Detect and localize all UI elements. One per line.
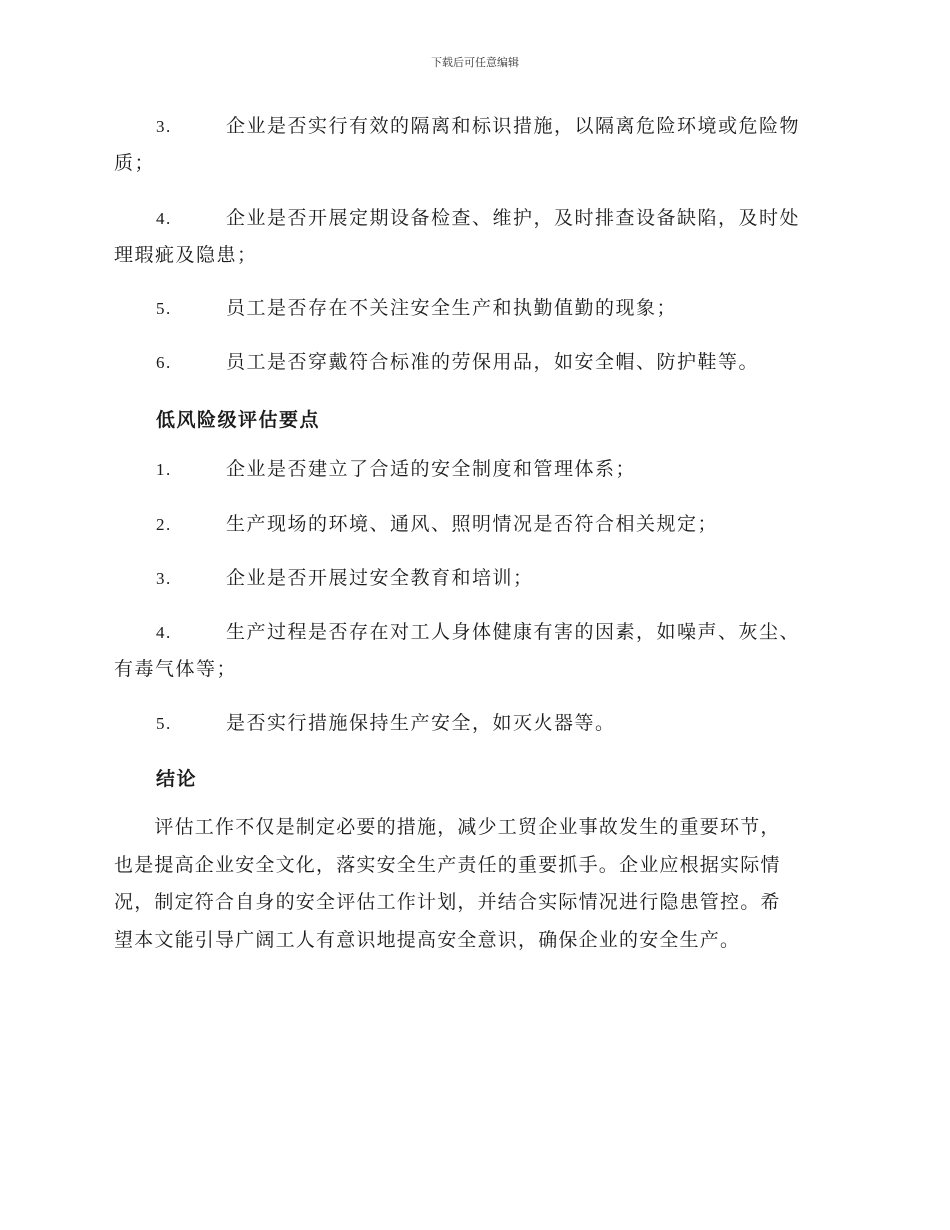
list-item-text: 是否实行措施保持生产安全，如灭火器等。 bbox=[226, 712, 616, 734]
paragraph-line: 况，制定符合自身的安全评估工作计划，并结合实际情况进行隐患管控。希 bbox=[114, 891, 781, 913]
list-item bbox=[114, 108, 834, 182]
list-item-continuation: 质； bbox=[114, 152, 156, 174]
paragraph-line: 也是提高企业安全文化，落实安全生产责任的重要抓手。企业应根据实际情 bbox=[114, 853, 781, 876]
section-heading: 低风险级评估要点 bbox=[156, 409, 321, 431]
list-item-number: 3. bbox=[156, 117, 172, 136]
list-item bbox=[114, 290, 834, 327]
list-item bbox=[114, 705, 834, 742]
list-item-number: 3. bbox=[156, 569, 172, 588]
list-item-text: 生产过程是否存在对工人身体健康有害的因素，如噪声、灰尘、 bbox=[226, 621, 801, 643]
list-item-number: 5. bbox=[156, 714, 172, 733]
list-item-text: 企业是否建立了合适的安全制度和管理体系； bbox=[226, 458, 637, 480]
list-item-number: 6. bbox=[156, 353, 172, 372]
list-item-number: 4. bbox=[156, 209, 172, 228]
list-item-text: 企业是否开展过安全教育和培训； bbox=[226, 567, 534, 589]
list-item bbox=[114, 614, 834, 688]
list-item-continuation: 理瑕疵及隐患； bbox=[114, 244, 258, 266]
list-item-text: 企业是否开展定期设备检查、维护，及时排查设备缺陷，及时处 bbox=[226, 207, 801, 229]
list-item-text: 员工是否存在不关注安全生产和执勤值勤的现象； bbox=[226, 297, 678, 319]
list-item-text: 企业是否实行有效的隔离和标识措施，以隔离危险环境或危险物 bbox=[226, 115, 801, 137]
section-heading: 结论 bbox=[156, 768, 198, 790]
conclusion-paragraph bbox=[114, 809, 834, 959]
list-item-text: 生产现场的环境、通风、照明情况是否符合相关规定； bbox=[226, 513, 719, 535]
list-item-number: 5. bbox=[156, 299, 172, 318]
list-item bbox=[114, 506, 834, 543]
list-item bbox=[114, 560, 834, 597]
paragraph-line: 评估工作不仅是制定必要的措施，减少工贸企业事故发生的重要环节， bbox=[114, 816, 781, 838]
list-item bbox=[114, 344, 834, 381]
list-item-number: 2. bbox=[156, 515, 172, 534]
list-item-number: 1. bbox=[156, 460, 172, 479]
list-item bbox=[114, 200, 834, 274]
paragraph-line: 望本文能引导广阔工人有意识地提高安全意识，确保企业的安全生产。 bbox=[114, 928, 741, 951]
list-item-number: 4. bbox=[156, 623, 172, 642]
list-item bbox=[114, 451, 834, 488]
list-item-continuation: 有毒气体等； bbox=[114, 658, 238, 680]
page-header: 下载后可任意编辑 bbox=[431, 56, 519, 69]
list-item-text: 员工是否穿戴符合标准的劳保用品，如安全帽、防护鞋等。 bbox=[226, 351, 760, 373]
